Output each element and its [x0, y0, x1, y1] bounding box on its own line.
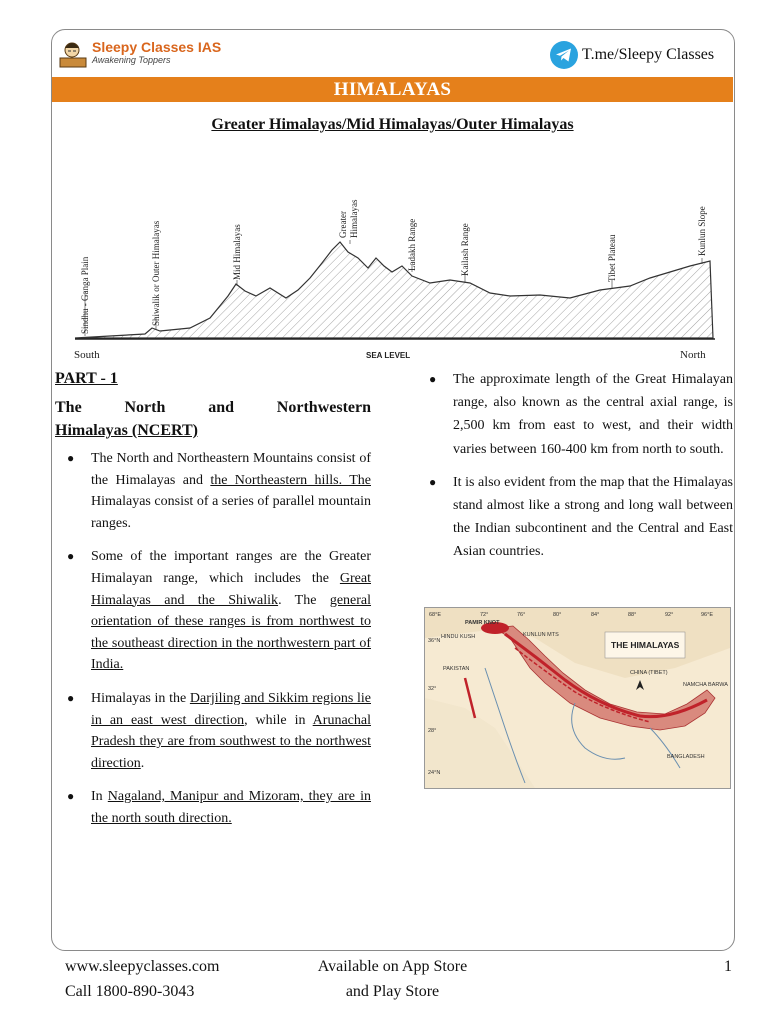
lon-label: 76°	[517, 612, 526, 618]
footer-store-line1: Available on App Store	[317, 958, 468, 975]
list-item: ● It is also evident from the map that the Himalayas stand almost like a strong and long wall between the Indian subcontinent and the Central and East Asian countries.	[425, 471, 733, 564]
place-label: BANGLADESH	[667, 754, 705, 760]
telegram-link[interactable]	[550, 41, 714, 69]
left-bullet-list	[55, 448, 371, 830]
label-south: South	[74, 349, 100, 361]
brand-tagline: Awakening Toppers	[92, 55, 171, 65]
place-label: PAKISTAN	[443, 666, 470, 672]
himalayas-map	[424, 607, 731, 789]
label-kailash-range: Kailash Range	[460, 223, 470, 276]
map-title: THE HIMALAYAS	[611, 640, 680, 650]
lon-label: 84°	[591, 612, 600, 618]
page-title-banner: HIMALAYAS	[52, 77, 733, 102]
label-north: North	[680, 349, 706, 361]
himalaya-profile-diagram	[70, 168, 720, 368]
label-ladakh-range: Ladakh Range	[407, 218, 417, 271]
lon-label: 96°E	[701, 612, 713, 618]
label-greater-himalayas-1: Greater	[338, 211, 348, 238]
section-heading-line1: The North and Northwestern	[55, 399, 371, 416]
bullet-icon: ●	[67, 789, 75, 804]
telegram-icon	[550, 41, 578, 69]
lon-label: 88°	[628, 612, 637, 618]
footer-contact	[65, 954, 219, 1004]
place-label: CHINA (TIBET)	[630, 670, 668, 676]
bullet-icon: ●	[67, 690, 75, 705]
list-item: ● Some of the important ranges are the Greater Himalayan range, which includes the Great Himalayas and the Shiwalik. The general orientation of these ranges is from northwest to the southeast direction in the northwestern part of India.	[55, 546, 371, 676]
label-kunlun-slope: Kunlun Slope	[697, 206, 707, 256]
right-column	[425, 368, 733, 574]
section-heading-line2: Himalayas (NCERT)	[55, 422, 198, 439]
lat-label: 36°N	[428, 638, 441, 644]
place-label: PAMIR KNOT	[465, 620, 500, 626]
lat-label: 32°	[428, 686, 437, 692]
bullet-icon: ●	[429, 474, 437, 489]
label-mid-himalayas: Mid Himalayas	[232, 224, 242, 280]
label-greater-himalayas-2: Himalayas	[349, 199, 359, 238]
telegram-text: T.me/Sleepy Classes	[582, 46, 715, 63]
list-item: ● The approximate length of the Great Himalayan range, also known as the central axial range, is 2,500 km from east to west, and their width varies between 160-400 km from north to south.	[425, 368, 733, 461]
footer-phone: Call 1800-890-3043	[65, 983, 195, 1000]
lat-label: 24°N	[428, 770, 441, 776]
list-item: ● The North and Northeastern Mountains consist of the Himalayas and the Northeastern hills. The Himalayas consist of a series of parallel mountain ranges.	[55, 448, 371, 534]
place-label: KUNLUN MTS	[523, 632, 559, 638]
section-subtitle: Greater Himalayas/Mid Himalayas/Outer Himalayas	[211, 116, 574, 133]
place-label: HINDU KUSH	[441, 634, 476, 640]
label-shiwalik: Shiwalik or Outer Himalayas	[151, 220, 161, 326]
list-item: ● Himalayas in the Darjiling and Sikkim regions lie in an east west direction, while in Arunachal Pradesh they are from southwest to the northwest direction.	[55, 688, 371, 774]
bullet-icon: ●	[67, 451, 75, 465]
lon-label: 92°	[665, 612, 674, 618]
footer-website[interactable]: www.sleepyclasses.com	[65, 958, 220, 975]
place-label: NAMCHA BARWA	[683, 682, 728, 688]
brand-name: Sleepy Classes IAS	[92, 39, 222, 55]
page-number: 1	[724, 958, 732, 975]
label-tibet-plateau: Tibet Plateau	[607, 234, 617, 282]
brand-logo[interactable]	[58, 38, 228, 70]
bullet-icon: ●	[67, 549, 75, 564]
lat-label: 28°	[428, 728, 437, 734]
left-column	[55, 370, 371, 842]
lon-label: 68°E	[429, 612, 441, 618]
lon-label: 80°	[553, 612, 562, 618]
sleeping-student-icon	[58, 38, 88, 70]
label-sea-level: SEA LEVEL	[366, 351, 411, 360]
part-label: PART - 1	[55, 370, 118, 387]
terrain-profile	[75, 242, 713, 338]
label-sindhu-ganga-plain: Sindhu - Ganga Plain	[80, 256, 90, 334]
right-bullet-list	[425, 368, 733, 564]
bullet-icon: ●	[429, 372, 437, 386]
footer-store-line2: and Play Store	[345, 983, 440, 1000]
list-item: ● In Nagaland, Manipur and Mizoram, they are in the north south direction.	[55, 786, 371, 829]
lon-label: 72°	[480, 612, 489, 618]
footer-store	[300, 954, 485, 1004]
